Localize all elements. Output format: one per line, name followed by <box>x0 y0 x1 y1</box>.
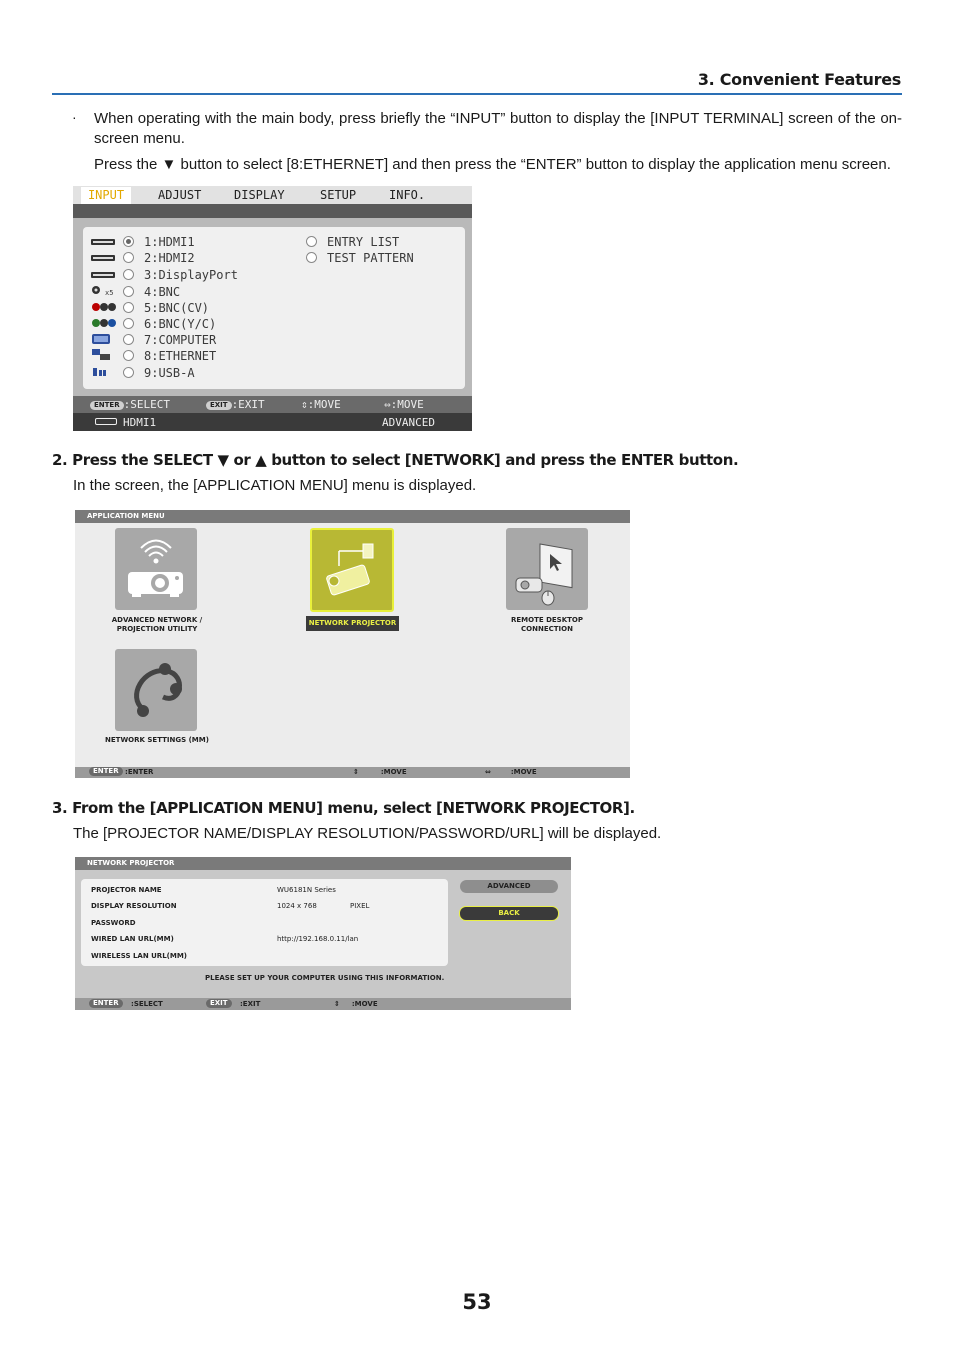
password-label: PASSWORD <box>91 919 136 927</box>
network-settings-tile[interactable] <box>115 649 197 731</box>
status-source: HDMI1 <box>95 414 156 431</box>
radio-icon <box>306 236 317 247</box>
step-2-heading: 2. Press the SELECT ▼ or ▲ button to select [NETWORK] and press the ENTER button. <box>52 451 739 469</box>
computer-icon <box>91 333 115 348</box>
network-projector-tile[interactable] <box>310 528 394 612</box>
radio-icon <box>123 350 134 361</box>
option-label: ENTRY LIST <box>327 235 400 249</box>
bnc-cv-icon <box>91 301 115 316</box>
remote-desktop-icon <box>506 528 588 610</box>
wireless-lan-url-label: WIRELESS LAN URL(MM) <box>91 952 187 960</box>
intro-paragraph-2: Press the ▼ button to select [8:ETHERNET] and then press the “ENTER” button to display the application menu screen. <box>94 156 891 173</box>
tab-display[interactable]: DISPLAY <box>234 188 285 202</box>
input-item-hdmi2[interactable] <box>91 251 195 266</box>
guide-exit: EXIT :EXIT <box>206 998 260 1010</box>
input-label: 1:HDMI1 <box>144 235 195 249</box>
setup-notice: PLEASE SET UP YOUR COMPUTER USING THIS INFORMATION. <box>205 974 445 982</box>
exit-key-icon: EXIT <box>206 401 232 410</box>
leftright-arrow-icon: ⇔ <box>485 768 491 776</box>
input-list-panel <box>83 227 465 389</box>
screen-title-bar <box>75 857 571 870</box>
bnc-icon <box>91 284 115 301</box>
input-item-bnc-yc[interactable] <box>91 317 216 332</box>
back-button[interactable]: BACK <box>459 906 559 921</box>
step-2-note: In the screen, the [APPLICATION MENU] menu is displayed. <box>73 477 477 494</box>
option-test-pattern[interactable] <box>306 251 414 266</box>
network-projector-screen <box>75 857 571 1010</box>
radio-icon <box>123 318 134 329</box>
screen-title: APPLICATION MENU <box>87 512 165 520</box>
advanced-network-label: ADVANCED NETWORK / PROJECTION UTILITY <box>111 616 203 633</box>
bnc-yc-icon <box>91 317 115 332</box>
input-label: 6:BNC(Y/C) <box>144 317 217 331</box>
updown-arrow-icon: ⇕ <box>334 1000 340 1008</box>
radio-icon <box>123 367 134 378</box>
input-item-computer[interactable] <box>91 333 216 348</box>
ethernet-icon <box>91 349 115 364</box>
menu-key-guide <box>73 396 472 413</box>
updown-arrow-icon: ⇕ <box>353 768 359 776</box>
projector-wireless-icon <box>115 528 197 610</box>
usb-icon <box>91 366 115 381</box>
input-label: 7:COMPUTER <box>144 333 217 347</box>
displayport-icon <box>91 268 115 283</box>
input-item-displayport[interactable] <box>91 268 238 283</box>
tab-info[interactable]: INFO. <box>389 188 426 202</box>
wired-lan-url-label: WIRED LAN URL(MM) <box>91 935 174 943</box>
input-item-bnc[interactable] <box>91 284 180 299</box>
guide-move-vertical: ⇕:MOVE <box>301 398 341 411</box>
tab-input[interactable]: INPUT <box>81 187 131 204</box>
remote-desktop-label: REMOTE DESKTOP CONNECTION <box>511 616 583 633</box>
network-projector-label: NETWORK PROJECTOR <box>306 616 399 631</box>
step-3-note: The [PROJECTOR NAME/DISPLAY RESOLUTION/PASSWORD/URL] will be displayed. <box>73 825 662 842</box>
option-label: TEST PATTERN <box>327 251 414 265</box>
wired-lan-url-value: http://192.168.0.11/lan <box>277 935 359 943</box>
display-resolution-label: DISPLAY RESOLUTION <box>91 902 177 910</box>
intro-paragraph: When operating with the main body, press briefly the “INPUT” button to display the [INPUT TERMINAL] screen of the on-screen menu. <box>94 110 902 147</box>
tab-setup[interactable]: SETUP <box>320 188 357 202</box>
menu-divider-bar <box>73 204 472 218</box>
tab-adjust[interactable]: ADJUST <box>158 188 202 202</box>
option-entry-list[interactable] <box>306 235 399 250</box>
radio-icon <box>123 252 134 263</box>
radio-icon <box>306 252 317 263</box>
input-item-bnc-cv[interactable] <box>91 301 209 316</box>
projector-name-value: WU6181N Series <box>277 886 336 894</box>
page-number: 53 <box>462 1290 492 1314</box>
hdmi-icon <box>91 235 115 250</box>
network-projector-icon <box>312 530 392 610</box>
application-menu-screen <box>75 510 630 778</box>
guide-enter: ENTER :ENTER <box>89 767 153 778</box>
input-item-hdmi1[interactable] <box>91 235 195 250</box>
remote-desktop-tile[interactable] <box>506 528 588 610</box>
radio-icon <box>123 302 134 313</box>
screen-title: NETWORK PROJECTOR <box>87 859 175 867</box>
hdmi-icon <box>95 418 117 425</box>
display-resolution-unit: PIXEL <box>350 902 370 910</box>
projector-info-panel <box>81 879 448 966</box>
input-label: 5:BNC(CV) <box>144 301 210 315</box>
input-label: 8:ETHERNET <box>144 349 217 363</box>
guide-exit: EXIT :EXIT <box>206 396 265 413</box>
input-label: 3:DisplayPort <box>144 268 238 282</box>
menu-status-bar <box>73 413 472 431</box>
guide-select: ENTER :SELECT <box>89 998 163 1010</box>
radio-icon <box>123 286 134 297</box>
guide-move-vertical: ⇕ :MOVE <box>353 768 407 776</box>
menu-key-guide <box>75 767 630 778</box>
guide-move-horizontal: ⇔ :MOVE <box>485 768 537 776</box>
advanced-button[interactable]: ADVANCED <box>460 880 558 893</box>
input-label: 9:USB-A <box>144 366 195 380</box>
advanced-network-tile[interactable] <box>115 528 197 610</box>
network-settings-icon <box>115 649 197 731</box>
section-title: 3. Convenient Features <box>697 70 901 89</box>
guide-move: ⇕ :MOVE <box>334 1000 378 1008</box>
radio-icon <box>123 269 134 280</box>
enter-key-icon: ENTER <box>90 401 124 410</box>
hdmi-icon <box>91 251 115 266</box>
enter-key-icon: ENTER <box>89 767 123 776</box>
exit-key-icon: EXIT <box>206 999 232 1008</box>
input-label: 2:HDMI2 <box>144 251 195 265</box>
header-rule <box>52 93 902 95</box>
radio-icon <box>123 334 134 345</box>
enter-key-icon: ENTER <box>89 999 123 1008</box>
menu-tab-bar <box>73 186 472 204</box>
guide-select: ENTER :SELECT <box>90 396 170 413</box>
network-settings-label: NETWORK SETTINGS (MM) <box>105 736 209 744</box>
input-item-usb-a[interactable] <box>91 366 195 381</box>
status-mode: ADVANCED <box>382 416 435 429</box>
projector-name-label: PROJECTOR NAME <box>91 886 162 894</box>
menu-key-guide <box>75 998 571 1010</box>
input-label: 4:BNC <box>144 285 181 299</box>
screen-title-bar <box>75 510 630 523</box>
display-resolution-value: 1024 x 768 <box>277 902 317 910</box>
guide-move-horizontal: ⇔:MOVE <box>384 398 424 411</box>
input-item-ethernet[interactable] <box>91 349 216 364</box>
input-terminal-screen <box>73 186 472 431</box>
step-3-heading: 3. From the [APPLICATION MENU] menu, select [NETWORK PROJECTOR]. <box>52 799 635 817</box>
radio-selected-icon <box>123 236 134 247</box>
bullet-mark: · <box>72 109 77 125</box>
bnc-count-label: x5 <box>105 289 114 297</box>
